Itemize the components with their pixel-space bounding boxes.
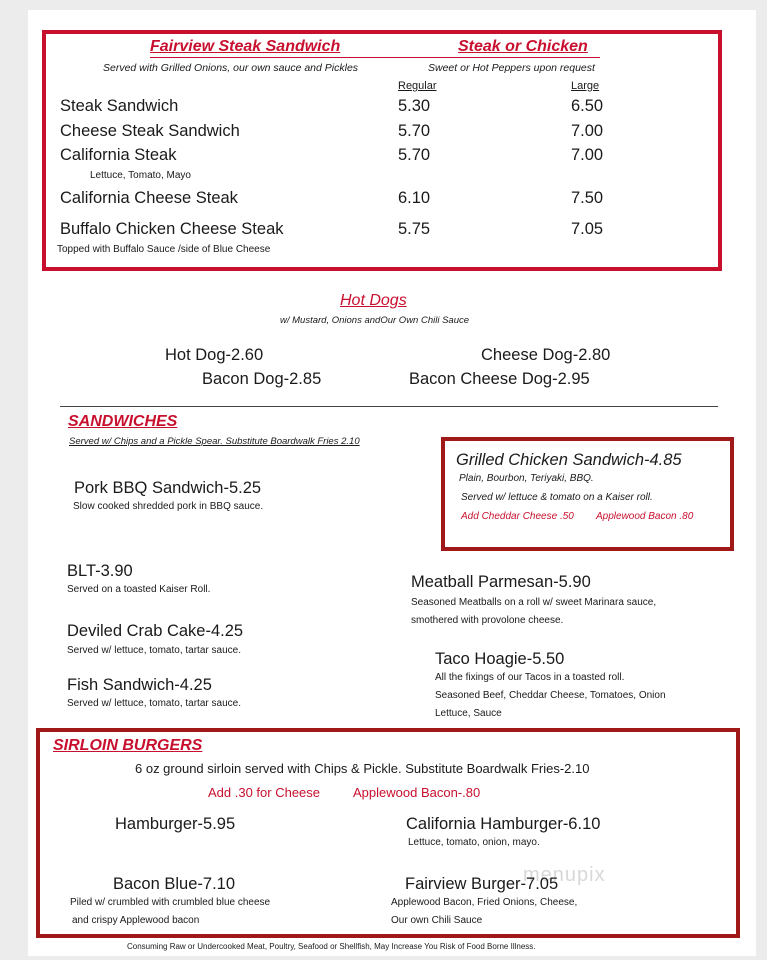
burgers-addon-cheese: Add .30 for Cheese	[208, 785, 321, 800]
menu-item-meatball: Meatball Parmesan-5.90	[411, 573, 591, 591]
menu-item-name: California Steak	[60, 146, 177, 164]
menu-item-desc: Lettuce, tomato, onion, mayo.	[408, 837, 540, 848]
peppers-note: Sweet or Hot Peppers upon request	[428, 62, 595, 74]
grilled-addon-bacon: Applewood Bacon .80	[596, 511, 694, 522]
hotdogs-note: w/ Mustard, Onions andOur Own Chili Sauce	[280, 315, 470, 326]
watermark: menupix	[523, 864, 606, 886]
burgers-title: SIRLOIN BURGERS	[53, 737, 203, 754]
menu-item-price-large: 7.50	[571, 189, 604, 207]
menu-item-price-regular: 6.10	[398, 189, 431, 207]
sandwiches-title: SANDWICHES	[68, 413, 178, 430]
menu-item-desc: Piled w/ crumbled with crumbled blue cheese	[70, 897, 271, 908]
menu-item-cheese-dog: Cheese Dog-2.80	[481, 346, 611, 364]
menu-item-desc: Served w/ lettuce, tomato, tartar sauce.	[67, 645, 241, 656]
menu-item-blt: BLT-3.90	[67, 562, 133, 580]
col-large-header: Large	[571, 80, 600, 92]
menu-item-bacon-blue: Bacon Blue-7.10	[113, 875, 236, 893]
steak-note: Served with Grilled Onions, our own sauce and Pickles	[103, 62, 359, 74]
menu-item-bacon-dog: Bacon Dog-2.85	[202, 370, 322, 388]
menu-item-name: Cheese Steak Sandwich	[60, 122, 240, 140]
menu-item-name: California Cheese Steak	[60, 189, 238, 207]
menu-item-crab-cake: Deviled Crab Cake-4.25	[67, 622, 244, 640]
col-regular-header: Regular	[398, 80, 437, 92]
section-divider	[60, 406, 718, 407]
menu-item-desc: Seasoned Meatballs on a roll w/ sweet Marinara sauce,	[411, 597, 657, 608]
menu-item-price-regular: 5.30	[398, 97, 431, 115]
menu-item-name: Steak Sandwich	[60, 97, 179, 115]
menu-item-price-regular: 5.70	[398, 146, 431, 164]
menu-item-price-large: 7.00	[571, 122, 604, 140]
menu-item-price-regular: 5.75	[398, 220, 431, 238]
menu-item-taco-hoagie: Taco Hoagie-5.50	[435, 650, 565, 668]
menu-item-california-hamburger: California Hamburger-6.10	[406, 815, 601, 833]
menu-item-desc: Slow cooked shredded pork in BBQ sauce.	[73, 501, 264, 512]
menu-item-hot-dog: Hot Dog-2.60	[165, 346, 264, 364]
menu-item-price-large: 7.00	[571, 146, 604, 164]
menu-item-desc: Served on a toasted Kaiser Roll.	[67, 584, 211, 595]
grilled-chicken-options: Plain, Bourbon, Teriyaki, BBQ.	[459, 473, 594, 484]
menu-item-grilled-chicken: Grilled Chicken Sandwich-4.85	[456, 451, 682, 469]
footer-disclaimer: Consuming Raw or Undercooked Meat, Poultry, Seafood or Shellfish, May Increase You Risk of Food Borne Illness.	[127, 942, 536, 951]
menu-item-desc: Topped with Buffalo Sauce /side of Blue Cheese	[57, 244, 271, 255]
menu-item-desc: Our own Chili Sauce	[391, 915, 483, 926]
steak-section-title: Fairview Steak Sandwich	[150, 38, 341, 55]
hotdogs-title: Hot Dogs	[340, 292, 407, 309]
grilled-addon-cheese: Add Cheddar Cheese .50	[461, 511, 574, 522]
steak-title-rule	[150, 57, 600, 58]
steak-or-chicken-title: Steak or Chicken	[458, 38, 588, 55]
grilled-chicken-served: Served w/ lettuce & tomato on a Kaiser roll.	[461, 492, 653, 503]
menu-item-desc: Applewood Bacon, Fried Onions, Cheese,	[391, 897, 578, 908]
menu-item-name: Buffalo Chicken Cheese Steak	[60, 220, 284, 238]
sandwiches-note: Served w/ Chips and a Pickle Spear. Substitute Boardwalk Fries 2.10	[69, 436, 360, 447]
menu-item-price-large: 7.05	[571, 220, 604, 238]
menu-item-pork-bbq: Pork BBQ Sandwich-5.25	[74, 479, 262, 497]
menu-item-bacon-cheese-dog: Bacon Cheese Dog-2.95	[409, 370, 590, 388]
menu-item-desc: All the fixings of our Tacos in a toasted roll.	[435, 672, 625, 683]
menu-item-desc: Seasoned Beef, Cheddar Cheese, Tomatoes, Onion	[435, 690, 666, 701]
menu-item-desc: and crispy Applewood bacon	[72, 915, 200, 926]
burgers-addon-bacon: Applewood Bacon-.80	[353, 785, 481, 800]
menu-item-hamburger: Hamburger-5.95	[115, 815, 236, 833]
menu-item-fish-sandwich: Fish Sandwich-4.25	[67, 676, 212, 694]
menu-item-desc: Served w/ lettuce, tomato, tartar sauce.	[67, 698, 241, 709]
burgers-note: 6 oz ground sirloin served with Chips & Pickle. Substitute Boardwalk Fries-2.10	[135, 761, 590, 776]
menu-item-price-regular: 5.70	[398, 122, 431, 140]
menu-item-desc: smothered with provolone cheese.	[411, 615, 564, 626]
menu-item-desc: Lettuce, Tomato, Mayo	[90, 170, 191, 181]
menu-item-desc: Lettuce, Sauce	[435, 708, 502, 719]
menu-item-fairview-burger: Fairview Burger-7.05	[405, 875, 559, 893]
menu-item-price-large: 6.50	[571, 97, 604, 115]
